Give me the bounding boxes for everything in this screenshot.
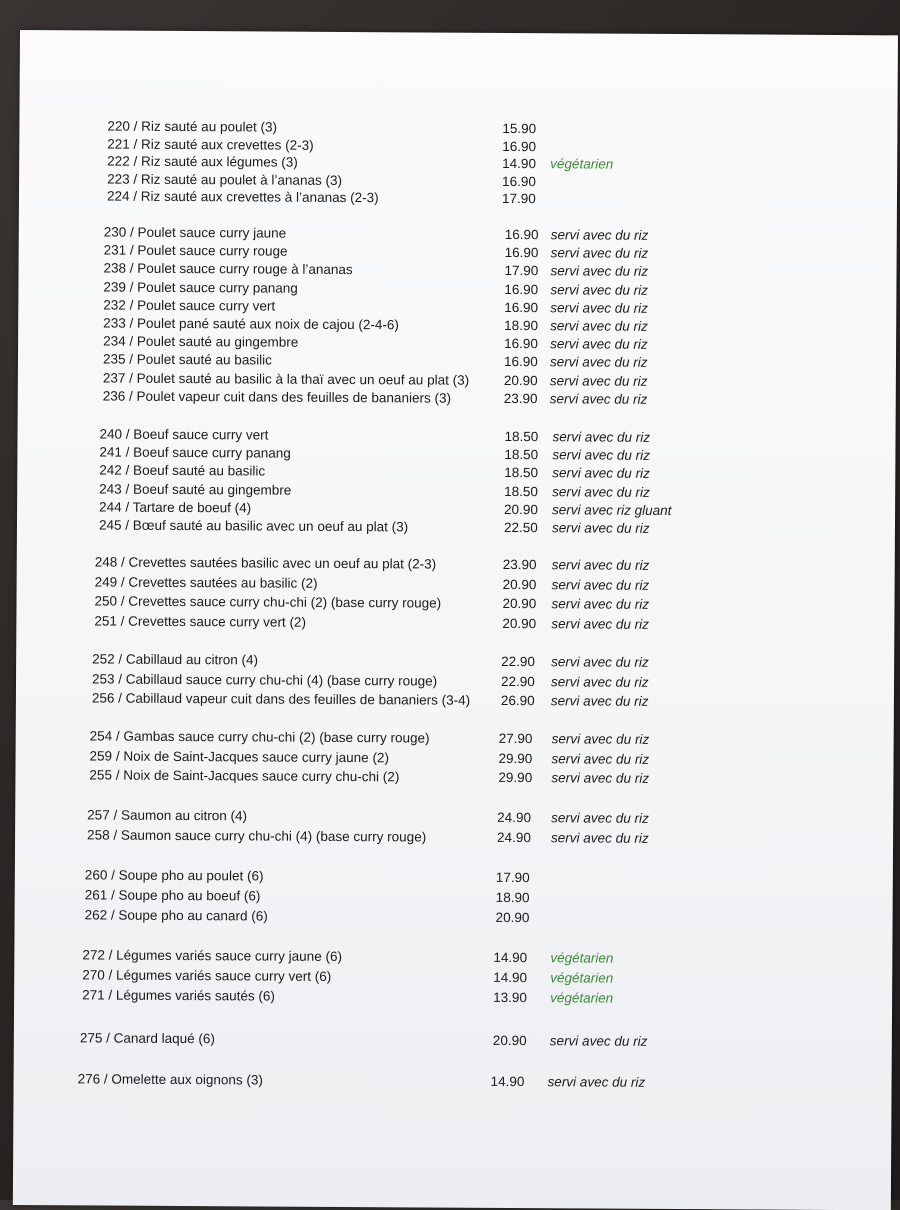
item-name: 231 / Poulet sauce curry rouge: [103, 242, 288, 259]
item-price: 22.50: [503, 519, 538, 536]
item-name: 222 / Riz sauté aux légumes (3): [107, 153, 298, 170]
item-name: 275 / Canard laqué (6): [79, 1030, 215, 1047]
item-name: 237 / Poulet sauté au basilic à la thaï avec un oeuf au plat (3): [102, 370, 470, 388]
menu-item: [82, 967, 782, 989]
item-price: 17.90: [501, 190, 536, 207]
item-price: 29.90: [498, 750, 533, 766]
menu-item: [103, 388, 803, 410]
served-with-note: servi avec du riz: [551, 750, 650, 767]
served-with-note: servi avec du riz: [552, 465, 650, 482]
served-with-note: servi avec du riz: [550, 281, 649, 298]
item-name: 241 / Boeuf sauce curry panang: [99, 444, 291, 461]
item-price: 16.90: [504, 281, 539, 297]
menu-item: [95, 574, 795, 596]
item-name: 235 / Poulet sauté au basilic: [102, 351, 272, 368]
item-price: 22.90: [501, 653, 535, 670]
item-price: 16.90: [504, 226, 539, 243]
vegetarian-note: végétarien: [550, 950, 614, 966]
item-price: 18.50: [504, 483, 539, 499]
item-name: 243 / Boeuf sauté au gingembre: [99, 481, 292, 498]
item-price: 20.90: [504, 501, 538, 517]
served-with-note: servi avec du riz: [550, 336, 648, 353]
item-name: 251 / Crevettes sauce curry vert (2): [94, 612, 307, 630]
item-price: 14.90: [493, 969, 528, 986]
item-name: 259 / Noix de Saint-Jacques sauce curry jaune (2): [89, 747, 390, 765]
item-name: 244 / Tartare de boeuf (4): [99, 499, 252, 516]
served-with-note: servi avec du riz: [550, 263, 649, 280]
menu-item: [89, 767, 789, 789]
menu-item: [87, 807, 787, 829]
served-with-note: servi avec du riz: [552, 429, 651, 445]
item-price: 18.50: [504, 428, 539, 445]
item-price: 16.90: [502, 138, 537, 154]
served-with-note: servi avec du riz: [549, 372, 648, 389]
served-with-note: servi avec du riz: [551, 576, 650, 593]
item-price: 15.90: [502, 120, 537, 137]
served-with-note: servi avec du riz: [550, 245, 649, 262]
served-with-note: servi avec riz gluant: [552, 502, 672, 518]
item-price: 16.90: [503, 354, 538, 370]
item-name: 221 / Riz sauté aux crevettes (2-3): [107, 136, 314, 153]
menu-item: [107, 189, 807, 211]
menu-item: [80, 1030, 780, 1052]
served-with-note: servi avec du riz: [551, 731, 650, 747]
item-name: 242 / Boeuf sauté au basilic: [99, 462, 266, 479]
menu-item: [92, 651, 792, 673]
vegetarian-note: végétarien: [550, 990, 614, 1006]
item-name: 260 / Soupe pho au poulet (6): [84, 867, 264, 884]
item-price: 16.90: [502, 173, 536, 189]
served-with-note: servi avec du riz: [550, 318, 648, 334]
served-with-note: servi avec du riz: [550, 673, 649, 690]
vegetarian-note: végétarien: [550, 970, 614, 986]
item-price: 29.90: [498, 769, 533, 786]
menu-item: [82, 987, 782, 1009]
item-price: 17.90: [504, 263, 539, 279]
menu-item: [90, 748, 790, 770]
item-price: 14.90: [493, 949, 528, 966]
item-name: 272 / Légumes variés sauce curry jaune (6): [82, 947, 343, 964]
menu-item: [85, 867, 785, 889]
item-price: 14.90: [502, 155, 537, 172]
served-with-note: servi avec du riz: [551, 596, 650, 612]
served-with-note: servi avec du riz: [551, 829, 649, 846]
item-price: 23.90: [503, 390, 538, 406]
item-name: 253 / Cabillaud sauce curry chu-chi (4) (base curry rouge): [91, 670, 438, 689]
item-name: 223 / Riz sauté au poulet à l’ananas (3): [107, 171, 343, 188]
item-name: 233 / Poulet pané sauté aux noix de cajou (2-4-6): [103, 315, 399, 333]
served-with-note: servi avec du riz: [550, 300, 648, 316]
menu-item: [92, 671, 792, 693]
item-price: 20.90: [502, 576, 537, 592]
served-with-note: servi avec du riz: [551, 557, 650, 573]
item-price: 18.90: [504, 317, 539, 334]
menu-item: [95, 554, 795, 576]
item-price: 23.90: [502, 556, 537, 573]
item-name: 249 / Crevettes sautées au basilic (2): [94, 573, 318, 591]
item-price: 20.90: [502, 595, 537, 612]
menu-item: [85, 907, 785, 929]
served-with-note: servi avec du riz: [549, 354, 648, 371]
menu-item: [94, 593, 794, 615]
item-price: 14.90: [490, 1073, 525, 1090]
served-with-note: servi avec du riz: [550, 693, 649, 709]
item-price: 18.90: [495, 889, 530, 906]
item-price: 16.90: [504, 336, 538, 352]
item-price: 20.90: [502, 615, 537, 631]
menu-item: [99, 517, 799, 539]
item-name: 238 / Poulet sauce curry rouge à l’ananas: [103, 260, 353, 278]
item-name: 234 / Poulet sauté au gingembre: [103, 333, 299, 350]
item-price: 20.90: [495, 909, 530, 926]
item-price: 20.90: [492, 1032, 527, 1049]
menu-item: [94, 613, 794, 635]
menu-item: [90, 728, 790, 750]
item-name: 258 / Saumon sauce curry chu-chi (4) (base curry rouge): [87, 826, 427, 844]
menu-item: [78, 1071, 778, 1093]
menu-sheet: [13, 30, 898, 1210]
item-price: 27.90: [498, 730, 533, 747]
item-name: 256 / Cabillaud vapeur cuit dans des feuilles de bananiers (3-4): [91, 690, 471, 708]
item-name: 236 / Poulet vapeur cuit dans des feuilles de bananiers (3): [102, 388, 452, 406]
served-with-note: servi avec du riz: [551, 810, 649, 826]
item-price: 20.90: [503, 372, 538, 388]
item-name: 248 / Crevettes sautées basilic avec un oeuf au plat (2-3): [94, 554, 437, 572]
served-with-note: servi avec du riz: [551, 654, 649, 670]
served-with-note: servi avec du riz: [552, 483, 650, 500]
item-name: 270 / Légumes variés sauce curry vert (6): [82, 967, 332, 984]
item-name: 254 / Gambas sauce curry chu-chi (2) (base curry rouge): [89, 728, 430, 746]
item-name: 255 / Noix de Saint-Jacques sauce curry chu-chi (2): [89, 767, 400, 785]
item-name: 239 / Poulet sauce curry panang: [103, 279, 298, 296]
item-name: 245 / Bœuf sauté au basilic avec un oeuf au plat (3): [98, 517, 409, 535]
item-price: 16.90: [504, 245, 539, 261]
item-price: 24.90: [497, 809, 532, 826]
item-price: 24.90: [497, 829, 531, 845]
served-with-note: servi avec du riz: [547, 1074, 646, 1090]
menu-list: [13, 30, 898, 1210]
vegetarian-note: végétarien: [550, 156, 614, 172]
item-name: 262 / Soupe pho au canard (6): [84, 907, 268, 924]
item-name: 271 / Légumes variés sautés (6): [82, 987, 276, 1004]
item-name: 220 / Riz sauté au poulet (3): [107, 118, 278, 135]
item-name: 252 / Cabillaud au citron (4): [92, 651, 259, 668]
served-with-note: servi avec du riz: [552, 447, 651, 464]
served-with-note: servi avec du riz: [549, 1033, 648, 1049]
served-with-note: servi avec du riz: [549, 391, 648, 407]
item-price: 16.90: [504, 299, 539, 315]
item-price: 18.50: [504, 447, 539, 463]
served-with-note: servi avec du riz: [551, 615, 649, 632]
menu-item: [92, 690, 792, 712]
item-name: 261 / Soupe pho au boeuf (6): [84, 887, 261, 904]
item-price: 17.90: [495, 869, 530, 886]
item-price: 13.90: [493, 989, 527, 1006]
item-name: 250 / Crevettes sauce curry chu-chi (2) (base curry rouge): [94, 593, 442, 611]
item-name: 276 / Omelette aux oignons (3): [77, 1071, 263, 1088]
item-name: 257 / Saumon au citron (4): [87, 807, 248, 824]
menu-item: [87, 827, 787, 849]
item-name: 224 / Riz sauté aux crevettes à l’ananas (2-3): [106, 188, 379, 206]
served-with-note: servi avec du riz: [550, 227, 649, 243]
item-name: 232 / Poulet sauce curry vert: [103, 297, 276, 314]
item-name: 240 / Boeuf sauce curry vert: [99, 426, 269, 443]
item-price: 26.90: [500, 692, 535, 709]
menu-item: [85, 887, 785, 909]
item-name: 230 / Poulet sauce curry jaune: [103, 224, 287, 241]
item-price: 22.90: [500, 673, 535, 689]
served-with-note: servi avec du riz: [551, 520, 650, 536]
item-price: 18.50: [504, 465, 539, 481]
served-with-note: servi avec du riz: [551, 770, 650, 786]
menu-item: [82, 947, 782, 969]
